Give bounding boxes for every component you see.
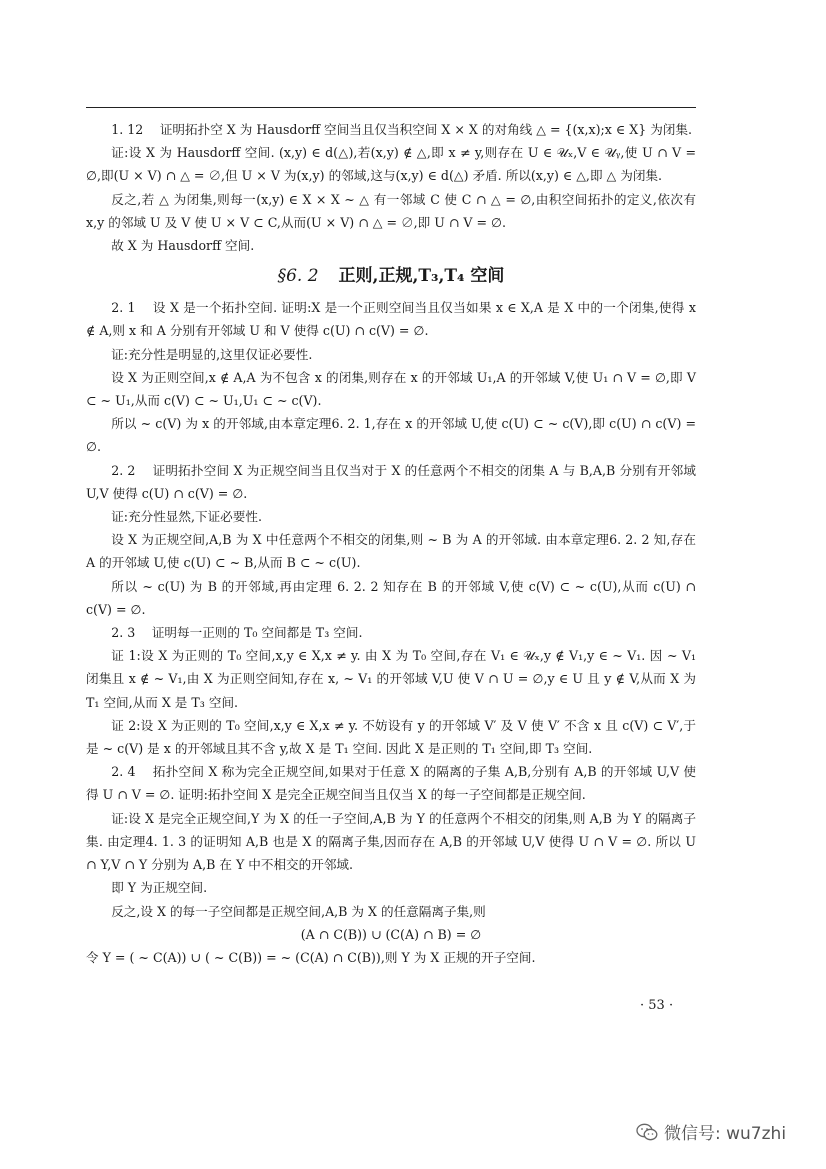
- paragraph: 即 Y 为正规空间.: [111, 880, 208, 896]
- paragraph: 反之,设 X 的每一子空间都是正规空间,A,B 为 X 的任意隔离子集,则: [111, 903, 486, 919]
- paragraph: 1. 12 证明拓扑空 X 为 Hausdorff 空间当且仅当积空间 X × X 的对角线 △ = {(x,x);x ∈ X} 为闭集.: [111, 122, 692, 137]
- paragraph: 2. 3 证明每一正则的 T₀ 空间都是 T₃ 空间.: [111, 625, 363, 641]
- wechat-icon: [636, 1123, 658, 1141]
- display-formula: (A ∩ C(B)) ∪ (C(A) ∩ B) = ∅: [300, 926, 482, 942]
- paragraph: 证:设 X 为 Hausdorff 空间. (x,y) ∈ d(△),若(x,y) ∉ △,即 x ≠ y,则存在 U ∈ 𝒰ₓ,V ∈ 𝒰ᵧ,使 U ∩ V = ∅,即(U × V) ∩ △ = ∅,但 U × V 为(x,y) 的邻域,这与(x,y) ∈ d(△) 矛盾. 所以(x,y) ∈ △,即 △ 为闭集.: [86, 145, 696, 184]
- section-heading: [86, 258, 696, 294]
- paragraph: 所以 ~ c(V) 为 x 的开邻域,由本章定理6. 2. 1,存在 x 的开邻域 U,使 c(U) ⊂ ~ c(V),即 c(U) ∩ c(V) = ∅.: [86, 416, 696, 455]
- paragraph: 证 2:设 X 为正则的 T₀ 空间,x,y ∈ X,x ≠ y. 不妨设有 y 的开邻域 V′ 及 V 使 V′ 不含 x 且 c(V) ⊂ V′,于是 ~ c(V) 是 x 的开邻域且其不含 y,故 X 是 T₁ 空间. 因此 X 是正则的 T₁ 空间,即 T₃ 空间.: [86, 717, 696, 757]
- page-body: [86, 118, 696, 969]
- section-title: 正则,正规,T₃,T₄ 空间: [338, 266, 505, 287]
- paragraph: 所以 ~ c(U) 为 B 的开邻域,再由定理 6. 2. 2 知存在 B 的开邻域 V,使 c(V) ⊂ ~ c(U),从而 c(U) ∩ c(V) = ∅.: [86, 578, 696, 617]
- paragraph: 证:充分性显然,下证必要性.: [111, 509, 262, 525]
- paragraph: 证 1:设 X 为正则的 T₀ 空间,x,y ∈ X,x ≠ y. 由 X 为 T₀ 空间,存在 V₁ ∈ 𝒰ₓ,y ∉ V₁,y ∈ ~ V₁. 因 ~ V₁ 闭集且 x ∉ ~ V₁,由 X 为正则空间知,存在 x, ~ V₁ 的开邻域 V,U 使 V ∩ U = ∅,y ∈ U 且 y ∉ V,从而 X 为 T₁ 空间,从而 X 是 T₃ 空间.: [86, 648, 696, 710]
- page-number: · 53 ·: [640, 998, 674, 1013]
- paragraph: 证:充分性是明显的,这里仅证必要性.: [111, 346, 313, 362]
- paragraph: 令 Y = ( ~ C(A)) ∪ ( ~ C(B)) = ~ (C(A) ∩ C(B)),则 Y 为 X 正规的开子空间.: [86, 949, 536, 965]
- paragraph: 设 X 为正规空间,A,B 为 X 中任意两个不相交的闭集,则 ~ B 为 A 的开邻域. 由本章定理6. 2. 2 知,存在 A 的开邻域 U,使 c(U) ⊂ ~ B,从而 B ⊂ ~ c(U).: [86, 532, 696, 571]
- watermark-text: 微信号: wu7zhi: [664, 1124, 787, 1144]
- paragraph: 2. 2 证明拓扑空间 X 为正规空间当且仅当对于 X 的任意两个不相交的闭集 A 与 B,A,B 分别有开邻域 U,V 使得 c(U) ∩ c(V) = ∅.: [86, 462, 696, 501]
- watermark: [636, 1119, 786, 1144]
- section-number: §6. 2: [277, 266, 319, 287]
- paragraph: 证:设 X 是完全正规空间,Y 为 X 的任一子空间,A,B 为 Y 的任意两个不相交的闭集,则 A,B 为 Y 的隔离子集. 由定理4. 1. 3 的证明知 A,B 也是 X 的隔离子集,因而存在 A,B 的开邻域 U,V 使得 U ∩ V = ∅. 所以 U ∩ Y,V ∩ Y 分别为 A,B 在 Y 中不相交的开邻域.: [86, 810, 696, 873]
- paragraph: 2. 1 设 X 是一个拓扑空间. 证明:X 是一个正则空间当且仅当如果 x ∈ X,A 是 X 中的一个闭集,使得 x ∉ A,则 x 和 A 分别有开邻域 U 和 V 使得 c(U) ∩ c(V) = ∅.: [86, 300, 696, 339]
- paragraph: 故 X 为 Hausdorff 空间.: [111, 238, 255, 254]
- header-rule: [86, 107, 696, 108]
- paragraph: 设 X 为正则空间,x ∉ A,A 为不包含 x 的闭集,则存在 x 的开邻域 U₁,A 的开邻域 V,使 U₁ ∩ V = ∅,即 V ⊂ ~ U₁,从而 c(V) ⊂ ~ U₁,U₁ ⊂ ~ c(V).: [86, 369, 696, 409]
- paragraph: 反之,若 △ 为闭集,则每一(x,y) ∈ X × X ~ △ 有一邻域 C 使 C ∩ △ = ∅,由积空间拓扑的定义,依次有 x,y 的邻域 U 及 V 使 U × V ⊂ C,从而(U × V) ∩ △ = ∅,即 U ∩ V = ∅.: [86, 191, 696, 230]
- paragraph: 2. 4 拓扑空间 X 称为完全正规空间,如果对于任意 X 的隔离的子集 A,B,分别有 A,B 的开邻域 U,V 使得 U ∩ V = ∅. 证明:拓扑空间 X 是完全正规空间当且仅当 X 的每一子空间都是正规空间.: [86, 764, 696, 803]
